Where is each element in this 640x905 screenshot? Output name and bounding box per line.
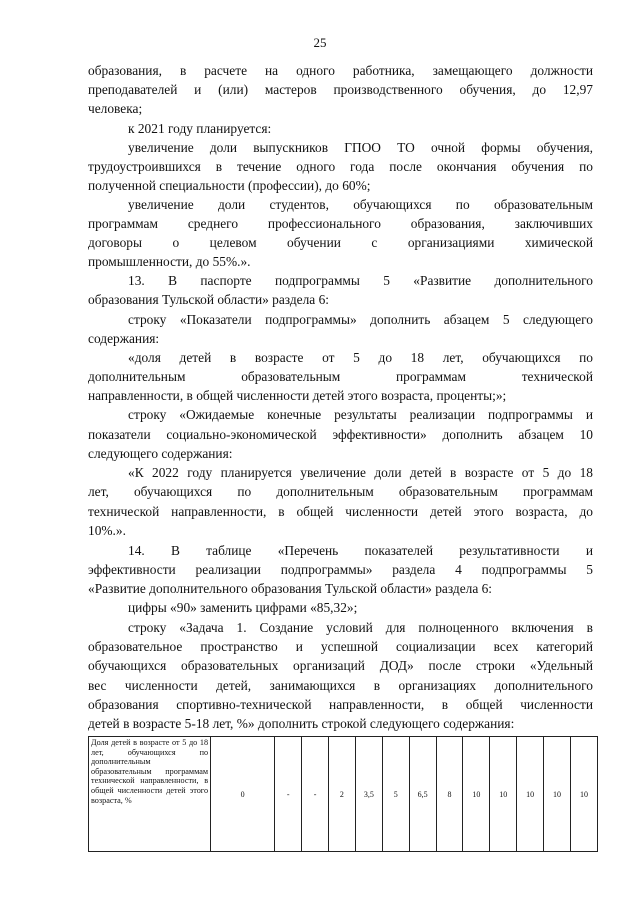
text-line: увеличение доли выпускников ГПОО ТО очной формы обучения, — [128, 140, 593, 155]
table-cell: 5 — [382, 737, 409, 852]
text-line: дополнительным образовательным программам технической — [88, 369, 593, 384]
table-cell: 0 — [211, 737, 275, 852]
text-line: преподавателей и (или) мастеров производственного обучения, до 12,97 — [88, 82, 593, 97]
text-line: строку «Задача 1. Создание условий для полноценного включения в — [128, 620, 593, 635]
text-line: «доля детей в возрасте от 5 до 18 лет, обучающихся по — [128, 350, 593, 365]
text-line: промышленности, до 55%.». — [88, 254, 251, 269]
text-line: строку «Показатели подпрограммы» дополнить абзацем 5 следующего — [128, 312, 593, 327]
text-line: «Развитие дополнительного образования Тульской области» раздела 6: — [88, 581, 493, 596]
text-line: направленности, в общей численности детей этого возраста, проценты;»; — [88, 388, 507, 403]
text-line: образования Тульской области» раздела 6: — [88, 292, 330, 307]
text-line: эффективности реализации подпрограммы» раздела 4 подпрограммы 5 — [88, 562, 593, 577]
page-number: 25 — [313, 35, 327, 50]
table-cell: 8 — [436, 737, 463, 852]
text-line: увеличение доли студентов, обучающихся по образовательным — [128, 197, 593, 212]
text-line: 13. В паспорте подпрограммы 5 «Развитие дополнительного — [128, 273, 593, 288]
text-line: технической направленности, в общей численности детей этого возраста, до — [88, 504, 593, 519]
text-line: образования спортивно-технической направленности, в общей численности — [88, 697, 593, 712]
table-cell: - — [302, 737, 329, 852]
table-cell: - — [275, 737, 302, 852]
text-line: программам среднего профессионального образования, заключивших — [88, 216, 593, 231]
text-line: вес численности детей, занимающихся в организациях дополнительного — [88, 678, 593, 693]
table-cell: 10 — [544, 737, 571, 852]
table-cell: 10 — [571, 737, 598, 852]
text-line: образовательное пространство и успешной социализации всех категорий — [88, 639, 593, 654]
table-cell: 10 — [463, 737, 490, 852]
text-line: строку «Ожидаемые конечные результаты реализации подпрограммы и — [128, 407, 593, 422]
text-line: лет, обучающихся по дополнительным образовательным программам — [88, 484, 593, 499]
text-line: договоры о целевом обучении с организациями химической — [88, 235, 593, 250]
indicator-table — [88, 736, 598, 852]
table-cell: 6,5 — [409, 737, 436, 852]
text-line: 14. В таблице «Перечень показателей результативности и — [128, 543, 593, 558]
text-line: следующего содержания: — [88, 446, 233, 461]
text-line: цифры «90» заменить цифрами «85,32»; — [128, 600, 358, 615]
table-cell: 10 — [490, 737, 517, 852]
text-line: полученной специальности (профессии), до 60%; — [88, 178, 371, 193]
table-cell: 10 — [517, 737, 544, 852]
indicator-label: Доля детей в возрасте от 5 до 18 лет, обучающихся по дополнительным образовательным программам технической направленности, в общей численности детей этого возраста, % — [89, 737, 211, 852]
text-line: человека; — [88, 101, 143, 116]
text-line: к 2021 году планируется: — [128, 121, 272, 136]
text-line: детей в возрасте 5-18 лет, %» дополнить строкой следующего содержания: — [88, 716, 515, 731]
text-line: «К 2022 году планируется увеличение доли детей в возрасте от 5 до 18 — [128, 465, 593, 480]
text-line: обучающихся образовательных организаций ДОД» после строки «Удельный — [88, 658, 593, 673]
table-cell: 2 — [328, 737, 355, 852]
text-line: содержания: — [88, 331, 160, 346]
text-line: образования, в расчете на одного работника, замещающего должности — [88, 63, 593, 78]
text-line: показатели социально-экономической эффективности» дополнить абзацем 10 — [88, 427, 593, 442]
text-line: трудоустроившихся в течение одного года после окончания обучения по — [88, 159, 593, 174]
table-row — [89, 737, 598, 852]
table-cell: 3,5 — [355, 737, 382, 852]
text-line: 10%.». — [88, 523, 126, 538]
